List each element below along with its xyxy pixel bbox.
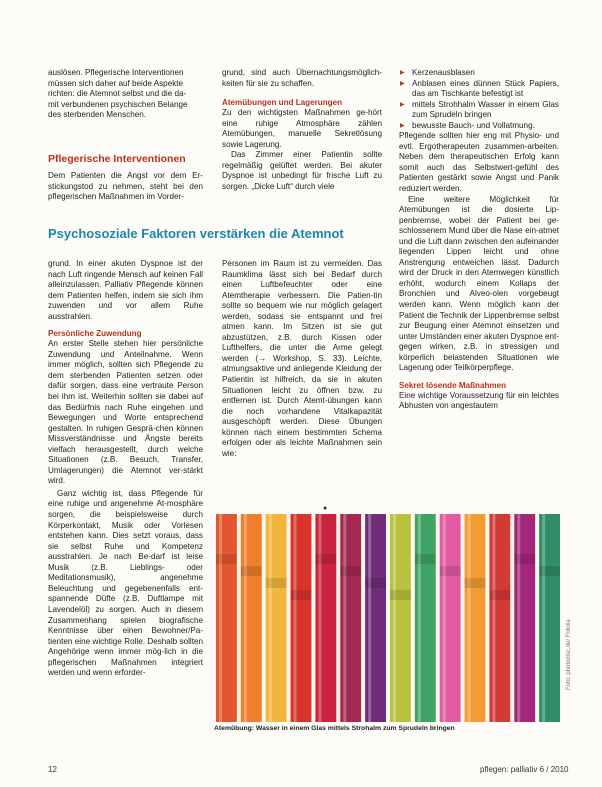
straw-highlight	[219, 514, 222, 722]
straw-bend	[539, 566, 560, 576]
straw-bend	[266, 578, 287, 588]
exercise-list	[399, 68, 559, 131]
straw-highlight	[443, 514, 446, 722]
section-heading: Psychosoziale Faktoren verstärken die Atemnot	[48, 226, 344, 241]
straw-bend	[514, 554, 535, 564]
straw-highlight	[492, 514, 495, 722]
top-middle-column: grund, sind auch Übernachtungsmöglich-keiten für sie zu schaffen. Atemübungen und Lagerungen Zu den wichtigsten Maßnahmen ge-hört eine ruhige Atmosphäre zählen Atemübungen, manuelle Sekretlösung sowie Lagerung. Das Zimmer einer Patientin sollte regelmäßig gelüftet werden. Bei akuter Dyspnoe ist unbedingt für frische Luft zu sorgen. „Dicke Luft“ durch viele	[222, 68, 382, 191]
straw-bend	[365, 578, 386, 588]
middle-column: Personen im Raum ist zu vermeiden. Das Raumklima lässt sich bei Bedarf durch einen Luftbefeuchter oder eine Atemtherapie verbessern. Die Patien-tin sollte so bequem wie nur möglich gelagert werden, sodass sie entspannt und frei atmen kann. Im Sitzen ist sie gut abzustützen, z.B. durch Kissen oder Lufthelfers, die unter die Arme gelegt werden (→ Workshop, S. 33). Leichte, atmungsaktive und anliegende Kleidung der Patientin ist hilfreich, da sie in akuten Situationen leicht zu öffnen bzw. zu entfernen ist. Durch Atemt-übungen kann die noch vorhandene Vitalkapazität ausgeschöpft werden. Diese Übungen können nach einem bestimmten Schema erfolgen oder als leichte Maßnahmen sein wie:	[222, 259, 382, 458]
straw-highlight	[318, 514, 321, 722]
straw-bend	[216, 554, 237, 564]
separator-dot: ●	[323, 505, 328, 512]
list-item: ▶ bewusste Bauch- und Vollatmung.	[399, 121, 559, 132]
text-line: richten: die Atemnot selbst und die da-	[48, 89, 187, 99]
top-left-column	[48, 68, 203, 121]
straw-bend	[489, 590, 510, 600]
left-column: grund. In einer akuten Dyspnoe ist der nach Luft ringende Mensch auf keinen Fall alleinzulassen. Palliativ Pflegende können dem Patienten helfen, indem sie sich ihm zuwenden und vor allem Ruhe ausstrahlen. Persönliche Zuwendung An erster Stelle stehen hier persönliche Zuwendung und Anteilnahme. Wenn immer möglich, sollten sich Pflegende zu dem sterbenden Patienten setzen oder dafür sorgen, dass eine vertraute Person bei ihm ist. Weiterhin sollten sie dabei auf das Bedürfnis nach Ruhe eingehen und Bewegungen und Worte entsprechend gestalten. In ruhigen Gesprä-chen können Missverständnisse und Ängste bereits vielfach herausgestellt, durch welche Situationen (z.B. Besuch, Transfer, Umlagerungen) die Atemnot ver-stärkt wird. Ganz wichtig ist, dass Pflegende für eine ruhige und angenehme At-mosphäre sorgen, die beispielsweise durch Körperkontakt, Musik oder Vorlesen entstehen kann. Dies setzt voraus, dass sie selbst Ruhe und Kompetenz ausstrahlen. Je nach Be-darf ist leise Musik (z.B. Lieblings- oder Meditationsmusik), angenehme Beleuchtung und gegebenenfalls ent-spannende Düfte (z.B. Duftlampe mit Lavendelöl) zu sorgen. Auch in diesem Zusammenhang spielen biografische Kenntnisse über einen Bewohner/Pa-tienten eine wichtige Rolle. Deshalb sollten Angehörige wenn immer mög-lich in die pflegerischen Maßnahmen integriert werden und wenn erforder-	[48, 259, 203, 678]
subheading-interventions: Pflegerische Interventionen	[48, 153, 186, 165]
straw-highlight	[517, 514, 520, 722]
straw-highlight	[343, 514, 346, 722]
straw-highlight	[294, 514, 297, 722]
straw-highlight	[468, 514, 471, 722]
straw-highlight	[542, 514, 545, 722]
straw-highlight	[418, 514, 421, 722]
top-left-paragraph: Dem Patienten die Angst vor dem Er-stickungstod zu nehmen, steht bei den pflegerischen Maßnahmen im Vorder-	[48, 171, 203, 202]
list-item: ▶ mittels Strohhalm Wasser in einem Glas zum Sprudeln bringen	[399, 100, 559, 121]
photo-credit: Foto: photodisc.de/ Fotolia	[566, 619, 572, 690]
right-column: ▶ Kerzenausblasen ▶ Anblasen eines dünnen Stück Papiers, das am Tischkante befestigt ist ▶ mittels Strohhalm Wasser in einem Glas zum Sprudeln bringen ▶ bewusste Bauch- und Vollatmung. Pflegende sollten hier eng mit Physio- und evtl. Ergotherapeuten zusammen-arbeiten. Neben dem therapeutischen Erfolg kann somit auch das Selbstwert-gefühl des Patienten gestärkt sowie Angst und Panik reduziert werden. Eine weitere Möglichkeit für Atemübungen ist die dosierte Lip-penbremse, wobei der Patient bei ge-schlossenem Mund über die Nase ein-atmet und die Luft dann zwischen den aufeinander liegenden Lippen leicht und ohne Anstrengung entweichen lässt. Dadurch wird der Druck in den Atemwegen künstlich erhöht, wodurch einem Kollaps der Bronchien und Alveo-olen vorgebeugt werden kann. Wenn möglich kann der Patient die Technik der Lippenbremse selbst zur Beugung einer Atemnot einsetzen und unter Umständen einer akuten Dyspnoe ent-gegen wirken, z.B. in stressigen und körperlich belastenden Situationen wie Lagerung oder Teilkörperpflege. Sekret lösende Maßnahmen Eine wichtige Voraussetzung für ein leichtes Abhusten von angestautem	[399, 68, 559, 412]
subheading-personal: Persönliche Zuwendung	[48, 329, 142, 339]
straw-bend	[415, 554, 436, 564]
straw-highlight	[244, 514, 247, 722]
straws-illustration	[214, 514, 562, 722]
list-item: ▶ Kerzenausblasen	[399, 68, 559, 79]
straw-bend	[390, 590, 411, 600]
straw-bend	[241, 566, 262, 576]
text-line: auslösen. Pflegerische Interventionen	[48, 68, 184, 77]
subheading-breathing: Atemübungen und Lagerungen	[222, 98, 343, 108]
straw-bend	[440, 566, 461, 576]
page-number: 12	[48, 765, 57, 774]
journal-name: pflegen: palliativ 6 / 2010	[480, 765, 569, 774]
straw-highlight	[393, 514, 396, 722]
text-line: müssen sich daher auf beide Aspekte	[48, 78, 184, 88]
list-item: ▶ Anblasen eines dünnen Stück Papiers, das am Tischkante befestigt ist	[399, 79, 559, 100]
straw-highlight	[269, 514, 272, 722]
straws-photo	[214, 514, 562, 722]
straw-bend	[291, 590, 312, 600]
text-line: mit verbundenen psychischen Belange	[48, 99, 188, 109]
subheading-secretion: Sekret lösende Maßnahmen	[399, 380, 507, 390]
straw-bend	[340, 566, 361, 576]
straw-highlight	[368, 514, 371, 722]
text-line: des sterbenden Menschen.	[48, 110, 147, 120]
straw-bend	[465, 578, 486, 588]
photo-caption: Atemübung: Wasser in einem Glas mittels Strohalm zum Sprudeln bringen	[214, 725, 455, 732]
straw-bend	[315, 554, 336, 564]
